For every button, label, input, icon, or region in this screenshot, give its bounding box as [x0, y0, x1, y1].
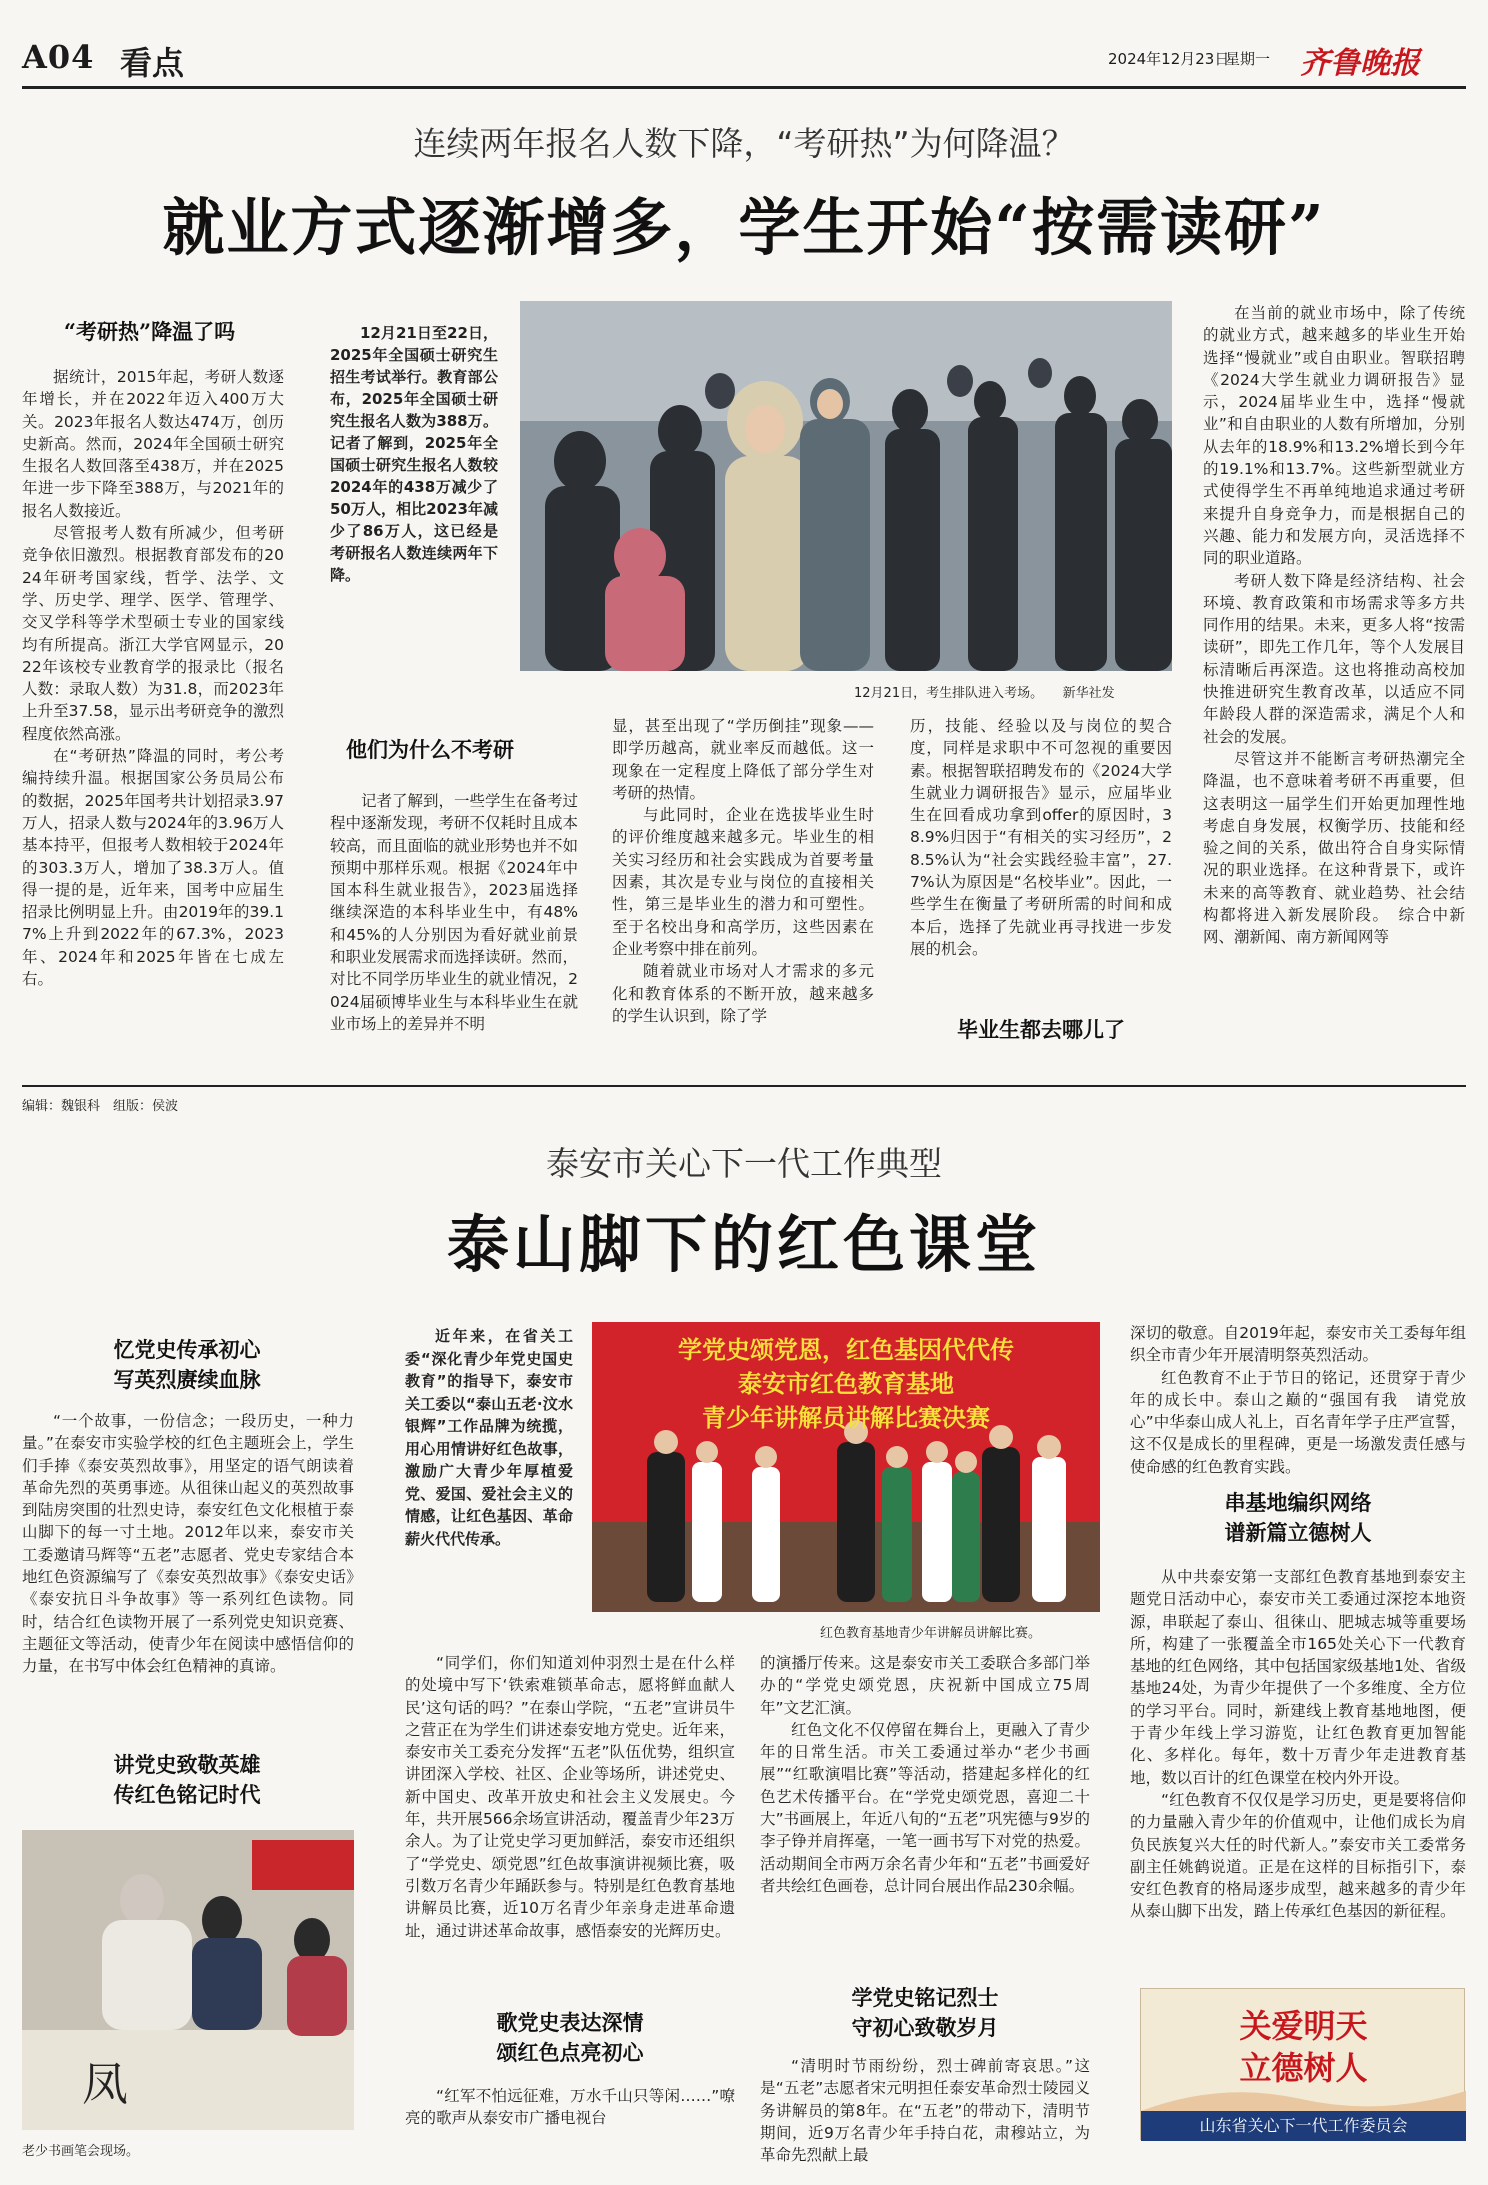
- banner-line-1: 学党史颂党恩，红色基因代代传: [678, 1335, 1014, 1364]
- calligraphy-photo: [22, 1830, 354, 2130]
- story1-col4-text: 历，技能、经验以及与岗位的契合度，同样是求职中不可忽视的重要因素。根据智联招聘发布的《2024大学生就业力调研报告》显示，应届毕业生在回看成功拿到offer的原因时，38.9%归因于“有相关的实习经历”，28.5%认为“社会实践经验丰富”，27.7%认为原因是“名校毕业”。因此，一些学生在衡量了考研所需的时间和成本后，选择了先就业再寻找进一步发展的机会。: [910, 717, 1172, 958]
- story-divider: [22, 1085, 1466, 1087]
- editor-credit: 编辑：魏银科 组版：侯波: [22, 1099, 179, 1114]
- issue-weekday: 星期一: [1225, 50, 1271, 68]
- story2-col4-text: 深切的敬意。自2019年起，泰安市关工委每年组织全市青少年开展清明祭英烈活动。 红色教育不止于节日的铭记，还贯穿于青少年的成长中。泰山之巅的“强国有我 请党放心”中华泰山成人礼上，百名青年学子庄严宣誓，这不仅是成长的里程碑，更是一场激发责任感与使命感的红色教育实践。: [1130, 1324, 1466, 1476]
- story2-col4b-text: 从中共泰安第一支部红色教育基地到泰安主题党日活动中心，泰安市关工委通过深挖本地资源，串联起了泰山、徂徕山、肥城志城等重要场所，构建了一张覆盖全市165处关心下一代教育基地的红色网络，其中包括国家级基地1处、省级基地24处，为青少年提供了一个多维度、全方位的学习平台。同时，新建线上教育基地地图，便于青少年线上学习游览，让红色教育更加智能化、多样化。每年，数十万青少年走进教育基地，数以百计的红色课堂在校内外开设。 “红色教育不仅仅是学习历史，更是要将信仰的力量融入青少年的价值观中，让他们成长为肩负民族复兴大任的时代新人。”泰安市关工委常务副主任姚鹤说道。正是在这样的目标指引下，泰安红色教育的格局逐步成型，越来越多的青少年从泰山脚下出发，踏上传承红色基因的新征程。: [1130, 1568, 1466, 1921]
- story1-subhead-1: “考研热”降温了吗: [63, 319, 236, 344]
- banner-line-3: 青少年讲解员讲解比赛决赛: [702, 1403, 990, 1432]
- svg-text:凤: 凤: [82, 2057, 128, 2111]
- logo-line-1: 关爱明天: [1239, 2007, 1368, 2045]
- story2-subhead-2: 讲党史致敬英雄 传红色铭记时代: [113, 1752, 261, 1807]
- story2-subhead-5: 串基地编织网络 谱新篇立德树人: [1224, 1490, 1372, 1545]
- story1-headline: 就业方式逐渐增多，学生开始“按需读研”: [162, 191, 1326, 264]
- story2-headline: 泰山脚下的红色课堂: [446, 1208, 1041, 1281]
- contest-photo: [592, 1322, 1100, 1612]
- guardian-logo-box: [1140, 1988, 1465, 2140]
- story1-kicker: 连续两年报名人数下降，“考研热”为何降温？: [413, 124, 1075, 163]
- story2-col2-text: “同学们，你们知道刘仲羽烈士是在什么样的处境中写下‘铁索难锁革命志，愿将鲜血献人民’这句话的吗？”在泰山学院，“五老”宣讲员牛之营正在为学生们讲述泰安地方党史。近年来，泰安市关工委充分发挥“五老”队伍优势，组织宣讲团深入学校、社区、企业等场所，讲述党史、新中国史、改革开放史和社会主义发展史。今年，共开展566余场宣讲活动，覆盖青少年23万余人。为了让党史学习更加鲜活，泰安市还组织了“学党史、颂党恩”红色故事演讲视频比赛，吸引数万名青少年踊跃参与。特别是红色教育基地讲解员比赛，近10万名青少年亲身走进革命遗址，通过讲述革命故事，感悟泰安的光辉历史。: [405, 1654, 735, 1940]
- issue-date: 2024年12月23日: [1108, 50, 1230, 68]
- story2-lead: 近年来，在省关工委“深化青少年党史国史教育”的指导下，泰安市关工委以“泰山五老·汶水银辉”工作品牌为统揽，用心用情讲好红色故事，激励广大青少年厚植爱党、爱国、爱社会主义的情感，让红色基因、革命薪火代代传承。: [405, 1327, 573, 1548]
- story1-col1-text: 据统计，2015年起，考研人数逐年增长，并在2022年迈入400万大关。2023年报名人数达474万，创历史新高。然而，2024年全国硕士研究生报名人数回落至438万，并在2025年进一步下降至388万，与2021年的报名人数接近。 尽管报考人数有所减少，但考研竞争依旧激烈。根据教育部发布的2024年研考国家线，哲学、法学、文学、历史学、理学、医学、管理学、交叉学科等学术型硕士专业的国家线均有所提高。浙江大学官网显示，2022年该校专业教育学的报录比（报名人数：录取人数）为31.8，而2023年上升至37.58，显示出考研竞争的激烈程度依然高涨。 在“考研热”降温的同时，考公考编持续升温。根据国家公务员局公布的数据，2025年国考共计划招录3.97万人，招录人数与2024年的3.96万人基本持平，但报考人数相较于2024年的303.3万人，增加了38.3万人。值得一提的是，近年来，国考中应届生招录比例明显上升。由2019年的39.17%上升到2022年的67.3%，2023年、2024年和2025年皆在七成左右。: [22, 368, 284, 989]
- story1-col5-text: 在当前的就业市场中，除了传统的就业方式，越来越多的毕业生开始选择“慢就业”或自由职业。智联招聘《2024大学生就业力调研报告》显示，2024届毕业生中，选择“慢就业”和自由职业的人数有所增加，分别从去年的18.9%和13.2%增长到今年的19.1%和13.7%。这些新型就业方式使得学生不再单纯地追求通过考研来提升自身竞争力，而是根据自己的兴趣、能力和发展方向，灵活选择不同的职业道路。 考研人数下降是经济结构、社会环境、教育政策和市场需求等多方共同作用的结果。未来，更多人将“按需读研”，即先工作几年，等个人发展目标清晰后再深造。这也将推动高校加快推进研究生教育改革，以适应不同年龄段人群的深造需求，满足个人和社会的发展。 尽管这并不能断言考研热潮完全降温，也不意味着考研不再重要，但这表明这一届学生们开始更加理性地考虑自身发展，权衡学历、技能和经验之间的关系，做出符合自身实际情况的职业选择。在这种背景下，或许未来的高等教育、就业趋势、社会结构都将进入新发展阶段。 综合中新网、潮新闻、南方新闻网等: [1203, 304, 1465, 947]
- contest-caption: 红色教育基地青少年讲解员讲解比赛。: [820, 1626, 1042, 1641]
- page-number: A04: [22, 38, 95, 76]
- story1-subhead-2: 他们为什么不考研: [346, 737, 514, 762]
- exam-queue-photo: [520, 301, 1172, 671]
- exam-photo-caption: 12月21日，考生排队进入考场。 新华社发: [854, 686, 1115, 701]
- story1-col2-text: 记者了解到，一些学生在备考过程中逐渐发现，考研不仅耗时且成本较高，而且面临的就业形势也并不如预期中那样乐观。根据《2024年中国本科生就业报告》，2023届选择继续深造的本科毕业生中，有48%和45%的人分别因为看好就业前景和职业发展需求而选择读研。然而，对比不同学历毕业生的就业情况，2024届硕博毕业生与本科毕业生在就业市场上的差异并不明: [330, 792, 579, 1033]
- logo-org: 山东省关心下一代工作委员会: [1141, 2111, 1466, 2141]
- story2-subhead-3: 歌党史表达深情 颂红色点亮初心: [496, 2010, 644, 2065]
- section-name: 看点: [120, 44, 185, 82]
- story2-col3-text: 的演播厅传来。这是泰安市关工委联合多部门举办的“学党史颂党恩，庆祝新中国成立75周年”文艺汇演。 红色文化不仅停留在舞台上，更融入了青少年的日常生活。市关工委通过举办“老少书画展”“红歌演唱比赛”等活动，搭建起多样化的红色艺术传播平台。在“学党史颂党恩，喜迎二十大”书画展上，年近八旬的“五老”巩宪德与9岁的李子铮并肩挥毫，一笔一画书写下对党的热爱。活动期间全市两万余名青少年和“五老”书画爱好者共绘红色画卷，总计同台展出作品230余幅。: [760, 1654, 1090, 1895]
- logo-line-2: 立德树人: [1239, 2049, 1368, 2087]
- story2-subhead-1: 忆党史传承初心 写英烈赓续血脉: [113, 1337, 261, 1392]
- newspaper-logo: 齐鲁晚报: [1300, 46, 1420, 81]
- story1-subhead-3: 毕业生都去哪儿了: [957, 1017, 1125, 1042]
- masthead-rule: [22, 86, 1466, 89]
- story1-col3-text: 显，甚至出现了“学历倒挂”现象——即学历越高，就业率反而越低。这一现象在一定程度上降低了部分学生对考研的热情。 与此同时，企业在选拔毕业生时的评价维度越来越多元。毕业生的相关实习经历和社会实践成为首要考量因素，其次是专业与岗位的直接相关性，第三是毕业生的潜力和可塑性。至于名校出身和高学历，这些因素在企业考察中排在前列。 随着就业市场对人才需求的多元化和教育体系的不断开放，越来越多的学生认识到，除了学: [612, 717, 874, 1025]
- story2-col2b-text: “红军不怕远征难，万水千山只等闲……”嘹亮的歌声从泰安市广播电视台: [405, 2087, 735, 2128]
- story2-col3b-text: “清明时节雨纷纷，烈士碑前寄哀思。”这是“五老”志愿者宋元明担任泰安革命烈士陵园义务讲解员的第8年。在“五老”的带动下，清明节期间，近9万名青少年手持白花，肃穆站立，为革命先烈献上最: [760, 2057, 1090, 2165]
- story2-kicker: 泰安市关心下一代工作典型: [546, 1144, 942, 1183]
- banner-line-2: 泰安市红色教育基地: [738, 1369, 954, 1398]
- calligraphy-caption: 老少书画笔会现场。: [22, 2144, 140, 2159]
- story2-col1-text: “一个故事，一份信念；一段历史，一种力量。”在泰安市实验学校的红色主题班会上，学生们手捧《泰安英烈故事》，用坚定的语气朗读着革命先烈的英勇事迹。从徂徕山起义的英烈故事到陆房突围的壮烈史诗，泰安红色文化根植于泰山脚下的每一寸土地。2012年以来，泰安市关工委邀请马辉等“五老”志愿者、党史专家结合本地红色资源编写了《泰安英烈故事》《泰安史话》《泰安抗日斗争故事》等一系列红色读物。同时，结合红色读物开展了一系列党史知识竞赛、主题征文等活动，使青少年在阅读中感悟信仰的力量，在书写中体会红色精神的真谛。: [22, 1412, 354, 1676]
- story2-subhead-4: 学党史铭记烈士 守初心致敬岁月: [851, 1985, 999, 2040]
- story1-lead: 12月21日至22日，2025年全国硕士研究生招生考试举行。教育部公布，2025年全国硕士研究生报名人数为388万。记者了解到，2025年全国硕士研究生报名人数较2024年的438万减少了50万人，相比2023年减少了86万人，这已经是考研报名人数连续两年下降。: [330, 324, 498, 584]
